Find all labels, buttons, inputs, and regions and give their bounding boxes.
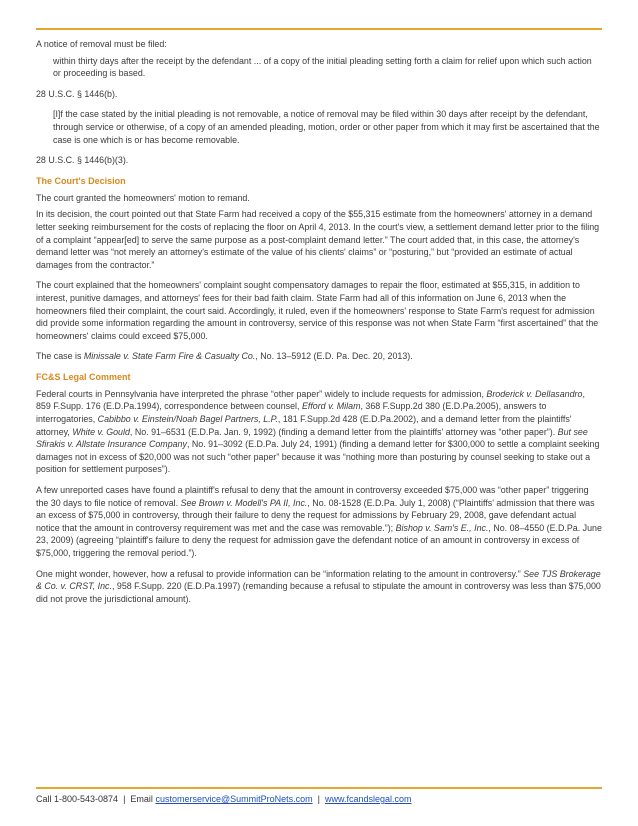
top-divider [36, 28, 602, 30]
paragraph: The case is Minissale v. State Farm Fire & Casualty Co., No. 13–5912 (E.D. Pa. Dec. 20, 2013). [36, 351, 413, 362]
block-quote: within thirty days after the receipt by the defendant ... of a copy of the initial pleading setting forth a claim for relief upon which such action or proceeding is based. [53, 55, 592, 79]
section-heading: FC&S Legal Comment [36, 371, 131, 382]
bottom-divider [36, 787, 602, 789]
document-body [36, 38, 602, 613]
footer [36, 793, 412, 805]
paragraph: The court granted the homeowners' motion to remand. [36, 192, 250, 203]
footer-phone: Call 1-800-543-0874 [36, 794, 119, 804]
footer-separator: | [317, 794, 320, 804]
paragraph: The court explained that the homeowners' complaint sought compensatory damages to repair the floor, estimated at $55,315, in addition to interest, punitive damages, and attorneys' fees for their bad faith claim. State Farm had all of this information on June 6, 2013 when the homeowners filed their complaint, the court said. Accordingly, it ruled, even if the homeowners' response to State Farm's request for admission did provide some information regarding the amount in controversy, service of this response was not when State Farm “first ascertained” that the homeowners' claims could exceed $75,000. [36, 280, 599, 341]
paragraph: 28 U.S.C. § 1446(b)(3). [36, 155, 129, 166]
paragraph: 28 U.S.C. § 1446(b). [36, 88, 118, 99]
block-quote: [I]f the case stated by the initial pleading is not removable, a notice of removal may be filed within 30 days after receipt by the defendant, through service or otherwise, of a copy of an amended pleading, motion, order or other paper from which it may first be ascertained that the case is one which is or has become removable. [53, 109, 600, 145]
paragraph: Federal courts in Pennsylvania have interpreted the phrase “other paper” widely to include requests for admission, Broderick v. Dellasandro, 859 F.Supp. 176 (E.D.Pa.1994), correspondence between counsel, Efford v. Milam, 368 F.Supp.2d 380 (E.D.Pa.2005), answers to interrogatories, Cabibbo v. Einstein/Noah Bagel Partners, L.P., 181 F.Supp.2d 428 (E.D.Pa.2002), and a demand letter from the plaintiffs' attorney, White v. Gould, No. 91–6531 (E.D.Pa. Jan. 9, 1992) (finding a demand letter from the plaintiffs' attorney was “other paper”). But see Sfirakis v. Allstate Insurance Company, No. 91–3092 (E.D.Pa. July 24, 1991) (finding a demand letter for $300,000 to settle a complaint seeking damages not in excess of $20,000 was not such “other paper” because it was “nothing more than posturing by counsel seeking to stake out a position for settlement purposes”). [36, 388, 600, 475]
paragraph: A notice of removal must be filed: [36, 39, 167, 49]
paragraph: One might wonder, however, how a refusal to provide information can be “information relating to the amount in controversy.” See TJS Brokerage & Co. v. CRST, Inc., 958 F.Supp. 220 (E.D.Pa.1997) (remanding because a refusal to stipulate the amount in controversy was less than $75,000 did not prove the jurisdictional amount). [36, 568, 601, 604]
paragraph: A few unreported cases have found a plaintiff's refusal to deny that the amount in controversy exceeded $75,000 was “other paper” triggering the 30 days to file notice of removal. See Brown v. Modell's PA II, Inc., No. 08-1528 (E.D.Pa. July 1, 2008) (“Plaintiffs' admission that there was an excess of $75,000 in controversy, through their failure to deny the request for admissions by February 29, 2008, gave defendant actual notice that the amount in controversy requirement was met and the case was removable.”); Bishop v. Sam's E., Inc., No. 08–4550 (E.D.Pa. June 23, 2009) (agreeing “plaintiff's failure to deny the request for admission gave the defendant notice of an amount in controversy in excess of $75,000, triggering the removal period.”). [36, 485, 602, 558]
section-heading: The Court's Decision [36, 175, 126, 186]
footer-email-label: Email [130, 794, 153, 804]
footer-separator: | [123, 794, 126, 804]
footer-website-link[interactable]: www.fcandslegal.com [324, 794, 412, 804]
footer-email-link[interactable]: customerservice@SummitProNets.com [155, 794, 313, 804]
paragraph: In its decision, the court pointed out that State Farm had received a copy of the $55,315 estimate from the homeowners' attorney in a demand letter seeking reimbursement for the costs of replacing the floor on April 4, 2013. In the court's view, a settlement demand letter prior to the filing of a complaint “appear[ed] to serve the same purpose as a post-complaint demand letter.” The court added that, in this case, the attorney's demand letter was “not merely an attorney's estimate of the value of his clients' claims” or “posturing,” but “provided an estimate of actual damages from the contractor.” [36, 209, 600, 270]
